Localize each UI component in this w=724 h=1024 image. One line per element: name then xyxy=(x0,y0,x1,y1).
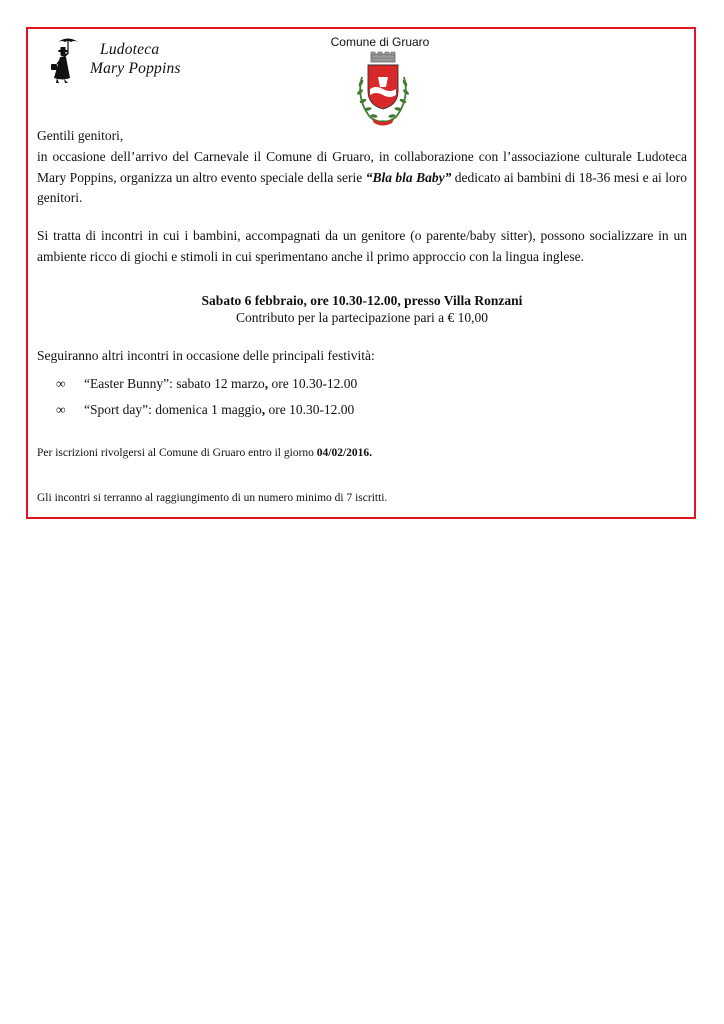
logo-line-1: Ludoteca xyxy=(100,41,160,58)
followups-list xyxy=(56,371,357,423)
list-item xyxy=(56,397,357,423)
followup-title: “Sport day”: domenica 1 maggio xyxy=(84,402,262,417)
registration-note xyxy=(37,446,372,460)
infinity-bullet-icon: ∞ xyxy=(56,402,66,417)
minimum-note: Gli incontri si terranno al raggiungimento di un numero minimo di 7 iscritti. xyxy=(37,492,388,504)
logo-line-2: Mary Poppins xyxy=(90,60,181,77)
greeting: Gentili genitori, xyxy=(37,128,124,143)
event-date: Sabato 6 febbraio, ore 10.30-12.00, presso Villa Ronzani xyxy=(201,293,523,308)
followups-intro: Seguiranno altri incontri in occasione delle principali festività: xyxy=(37,348,375,363)
followup-sep: , xyxy=(264,376,269,391)
description-paragraph: Si tratta di incontri in cui i bambini, accompagnati da un genitore (o parente/baby sitter), possono socializzare in un ambiente ricco di giochi e stimoli in cui sperimentano anche il primo approccio con la lingua inglese. xyxy=(37,228,687,264)
coat-of-arms-icon xyxy=(348,51,418,131)
infinity-bullet-icon: ∞ xyxy=(56,376,66,391)
intro-text-before: in occasione dell’arrivo del Carnevale il Comune di Gruaro, in collaborazione con l’associazione culturale Ludoteca Mary Poppins, organizza un altro evento speciale della serie xyxy=(37,149,687,185)
mary-poppins-silhouette-icon xyxy=(44,36,88,84)
series-name: “Bla bla Baby” xyxy=(365,169,452,185)
followup-time: ore 10.30-12.00 xyxy=(265,402,355,417)
followup-title: “Easter Bunny”: sabato 12 marzo xyxy=(84,376,265,391)
list-item xyxy=(56,371,357,397)
intro-paragraph xyxy=(37,147,687,209)
ludoteca-logo-text xyxy=(90,40,181,78)
registration-date: 04/02/2016. xyxy=(316,447,373,459)
registration-text: Per iscrizioni rivolgersi al Comune di Gruaro entro il giorno xyxy=(37,447,317,459)
followup-time: ore 10.30-12.00 xyxy=(268,376,358,391)
intro-text-after: dedicato ai bambini di 18-36 mesi e ai loro genitori. xyxy=(37,169,687,205)
event-fee: Contributo per la partecipazione pari a € 10,00 xyxy=(236,310,488,325)
comune-title: Comune di Gruaro xyxy=(330,35,430,49)
ludoteca-logo xyxy=(44,36,194,86)
followup-sep: , xyxy=(261,402,266,417)
event-block xyxy=(37,292,687,326)
